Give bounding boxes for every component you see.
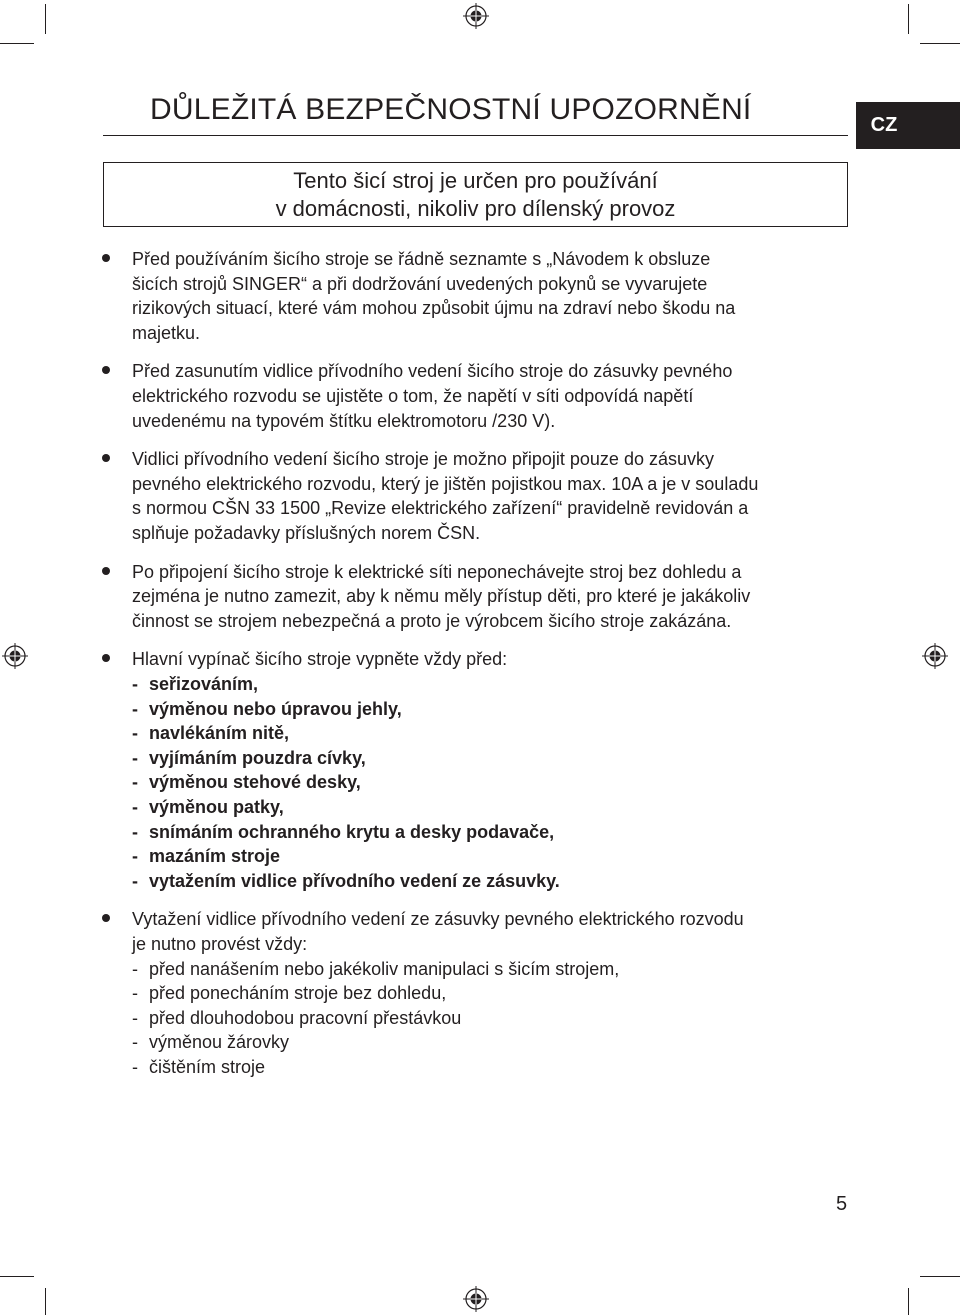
page-number: 5 [836, 1193, 848, 1215]
dash: - [132, 821, 138, 842]
sub-list-item [132, 869, 852, 894]
sub-item-text: před nanášením nebo jakékoliv manipulaci s šicím strojem, [149, 958, 620, 979]
item-line: Vytažení vidlice přívodního vedení ze zásuvky pevného elektrického rozvodu [132, 909, 744, 930]
dash: - [132, 958, 138, 979]
sub-list-item [132, 746, 852, 771]
registration-mark-icon [2, 643, 28, 669]
dash: - [132, 797, 138, 818]
crop-mark-top-right-horizontal [920, 43, 960, 44]
crop-mark-bottom-right-vertical [908, 1288, 909, 1315]
safety-item [132, 359, 852, 433]
bullet-icon [102, 567, 110, 575]
item-line: Hlavní vypínač šicího stroje vypněte vždy před: [132, 649, 508, 670]
item-line: šicích strojů SINGER“ a při dodržování uvedených pokynů se vyvarujete [132, 273, 708, 294]
title-underline [103, 135, 848, 136]
sub-item-text: snímáním ochranného krytu a desky podavače, [149, 821, 555, 842]
dash: - [132, 747, 138, 768]
crop-mark-bottom-left-vertical [45, 1288, 46, 1315]
item-line: Před zasunutím vidlice přívodního vedení šicího stroje do zásuvky pevného [132, 361, 733, 382]
page-title: DŮLEŽITÁ BEZPEČNOSTNÍ UPOZORNĚNÍ [150, 93, 752, 126]
sub-list-item [132, 770, 852, 795]
sub-list-item [132, 844, 852, 869]
registration-mark-icon [922, 643, 948, 669]
sub-list-item [132, 721, 852, 746]
item-line: rizikových situací, které vám mohou způsobit újmu na zdraví nebo škodu na [132, 298, 736, 319]
sub-item-text: mazáním stroje [149, 846, 281, 867]
notice-line-1: Tento šicí stroj je určen pro používání [293, 168, 658, 193]
sub-item-text: před dlouhodobou pracovní přestávkou [149, 1007, 462, 1028]
sub-list-item [132, 1006, 852, 1031]
dash: - [132, 674, 138, 695]
sub-item-text: seřizováním, [149, 674, 259, 695]
sub-item-text: výměnou žárovky [149, 1032, 290, 1053]
safety-item [132, 907, 852, 1079]
item-line: zejména je nutno zamezit, aby k němu měly přístup děti, pro které je jakákoliv [132, 586, 751, 607]
notice-box [103, 162, 848, 227]
sub-list-item [132, 1055, 852, 1080]
dash: - [132, 1057, 138, 1078]
sub-list-item [132, 1030, 852, 1055]
item-line: Vidlici přívodního vedení šicího stroje je možno připojit pouze do zásuvky [132, 449, 714, 470]
sub-item-text: navlékáním nitě, [149, 723, 290, 744]
crop-mark-top-left-vertical [45, 4, 46, 34]
item-line: uvedenému na typovém štítku elektromotoru /230 V). [132, 410, 556, 431]
bullet-icon [102, 366, 110, 374]
safety-list [132, 247, 852, 1094]
sub-item-text: výměnou stehové desky, [149, 772, 361, 793]
dash: - [132, 983, 138, 1004]
sub-item-text: vyjímáním pouzdra cívky, [149, 747, 366, 768]
crop-mark-top-left-horizontal [0, 43, 34, 44]
item-line: majetku. [132, 322, 201, 343]
sub-list-item [132, 795, 852, 820]
dash: - [132, 1007, 138, 1028]
notice-line-2: v domácnosti, nikoliv pro dílenský provoz [275, 196, 676, 221]
safety-item [132, 447, 852, 545]
registration-mark-icon [463, 1286, 489, 1312]
item-line: Před používáním šicího stroje se řádně seznamte s „Návodem k obsluze [132, 249, 711, 269]
unplug-list [132, 957, 852, 1080]
item-line: je nutno provést vždy: [132, 934, 308, 955]
sub-list-item [132, 697, 852, 722]
safety-item [132, 560, 852, 634]
dash: - [132, 772, 138, 793]
sub-item-text: před ponecháním stroje bez dohledu, [149, 983, 447, 1004]
crop-mark-top-right-vertical [908, 4, 909, 34]
safety-item [132, 647, 852, 893]
crop-mark-bottom-left-horizontal [0, 1276, 34, 1277]
crop-mark-bottom-right-horizontal [920, 1276, 960, 1277]
sub-item-text: výměnou patky, [149, 797, 284, 818]
sub-list-item [132, 957, 852, 982]
sub-item-text: vytažením vidlice přívodního vedení ze zásuvky. [149, 870, 560, 891]
bullet-icon [102, 254, 110, 262]
item-line: s normou CŠN 33 1500 „Revize elektrického zařízení“ pravidelně revidován a [132, 498, 749, 519]
dash: - [132, 1032, 138, 1053]
safety-item [132, 247, 852, 345]
item-line: Po připojení šicího stroje k elektrické síti neponechávejte stroj bez dohledu a [132, 561, 742, 582]
sub-item-text: výměnou nebo úpravou jehly, [149, 698, 402, 719]
item-line: splňuje požadavky příslušných norem ČSN. [132, 522, 481, 543]
dash: - [132, 723, 138, 744]
item-line: činnost se strojem nebezpečná a proto je výrobcem šicího stroje zakázána. [132, 610, 732, 631]
bullet-icon [102, 654, 110, 662]
language-tab: CZ [856, 102, 960, 149]
bullet-icon [102, 914, 110, 922]
registration-mark-icon [463, 3, 489, 29]
item-line: pevného elektrického rozvodu, který je jištěn pojistkou max. 10A a je v souladu [132, 473, 759, 494]
sub-list-item [132, 672, 852, 697]
dash: - [132, 698, 138, 719]
dash: - [132, 846, 138, 867]
switch-off-list [132, 672, 852, 893]
bullet-icon [102, 454, 110, 462]
sub-item-text: čištěním stroje [149, 1057, 266, 1078]
sub-list-item [132, 981, 852, 1006]
dash: - [132, 870, 138, 891]
sub-list-item [132, 820, 852, 845]
item-line: elektrického rozvodu se ujistěte o tom, že napětí v síti odpovídá napětí [132, 385, 694, 406]
